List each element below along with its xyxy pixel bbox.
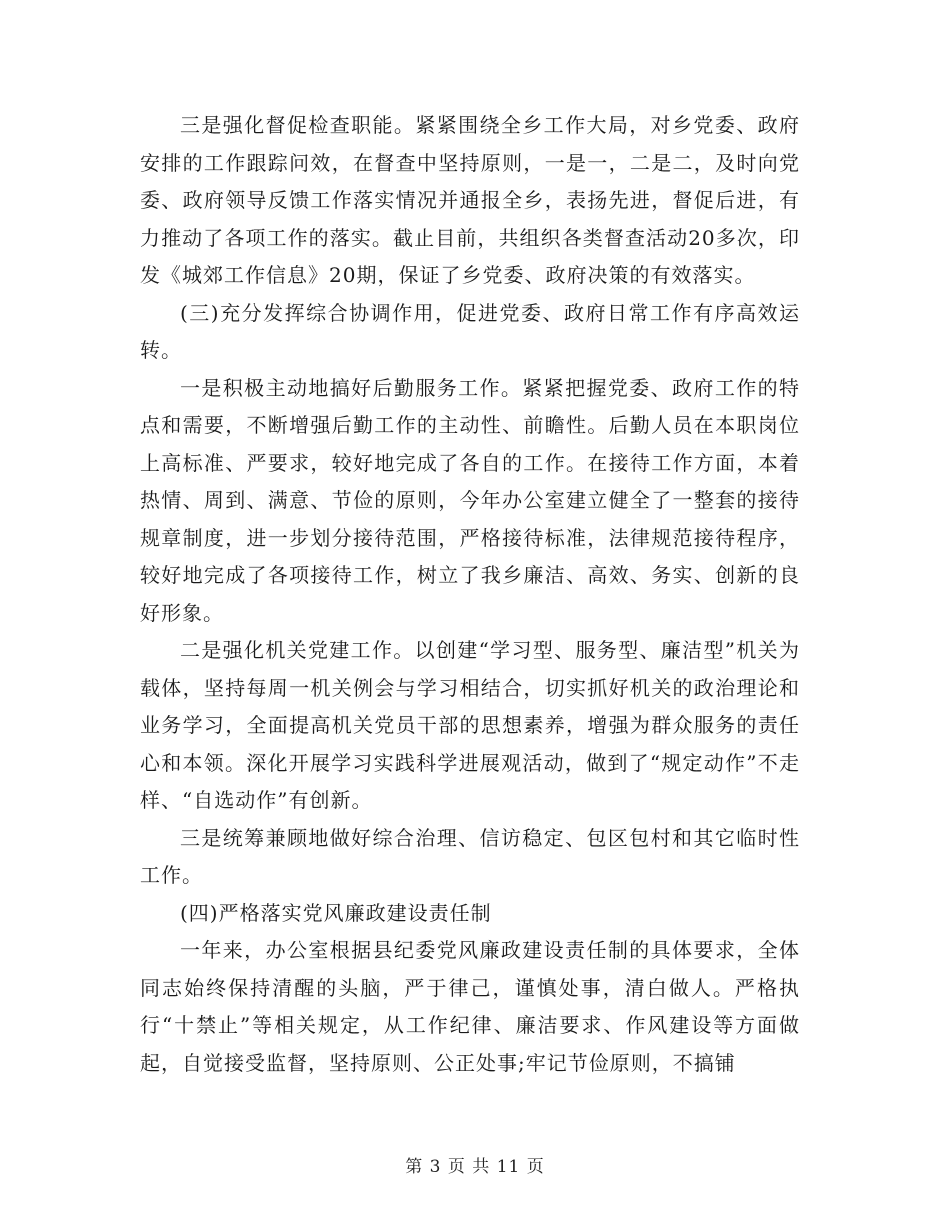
paragraph-logistics: 一是积极主动地搞好后勤服务工作。紧紧把握党委、政府工作的特点和需要，不断增强后勤工作的主动性、前瞻性。后勤人员在本职岗位上高标准、严要求，较好地完成了各自的工作。在接待工作方面，本着热情、周到、满意、节俭的原则，今年办公室建立健全了一整套的接待规章制度，进一步划分接待范围，严格接待标准，法律规范接待程序，较好地完成了各项接待工作，树立了我乡廉洁、高效、务实、创新的良好形象。	[140, 375, 800, 625]
paragraph-comprehensive-work: 三是统筹兼顾地做好综合治理、信访稳定、包区包村和其它临时性工作。	[140, 825, 800, 887]
paragraph-party-building: 二是强化机关党建工作。以创建“学习型、服务型、廉洁型”机关为载体，坚持每周一机关例会与学习相结合，切实抓好机关的政治理论和业务学习，全面提高机关党员干部的思想素养，增强为群众服务的责任心和本领。深化开展学习实践科学进展观活动，做到了“规定动作”不走样、“自选动作”有创新。	[140, 638, 800, 812]
page-number-footer: 第 3 页 共 11 页	[405, 1157, 545, 1177]
section-heading-integrity: (四)严格落实党风廉政建设责任制	[180, 900, 492, 925]
document-body	[140, 107, 800, 1082]
paragraph-integrity: 一年来，办公室根据县纪委党风廉政建设责任制的具体要求，全体同志始终保持清醒的头脑，严于律己，谨慎处事，清白做人。严格执行“十禁止”等相关规定，从工作纪律、廉洁要求、作风建设等方面做起，自觉接受监督，坚持原则、公正处事;牢记节俭原则，不搞铺	[140, 938, 800, 1075]
section-heading-coordination: (三)充分发挥综合协调作用，促进党委、政府日常工作有序高效运转。	[140, 300, 800, 362]
paragraph-supervision: 三是强化督促检查职能。紧紧围绕全乡工作大局，对乡党委、政府安排的工作跟踪问效，在督查中坚持原则，一是一，二是二，及时向党委、政府领导反馈工作落实情况并通报全乡，表扬先进，督促后进，有力推动了各项工作的落实。截止目前，共组织各类督查活动20多次，印发《城郊工作信息》20期，保证了乡党委、政府决策的有效落实。	[140, 113, 800, 287]
